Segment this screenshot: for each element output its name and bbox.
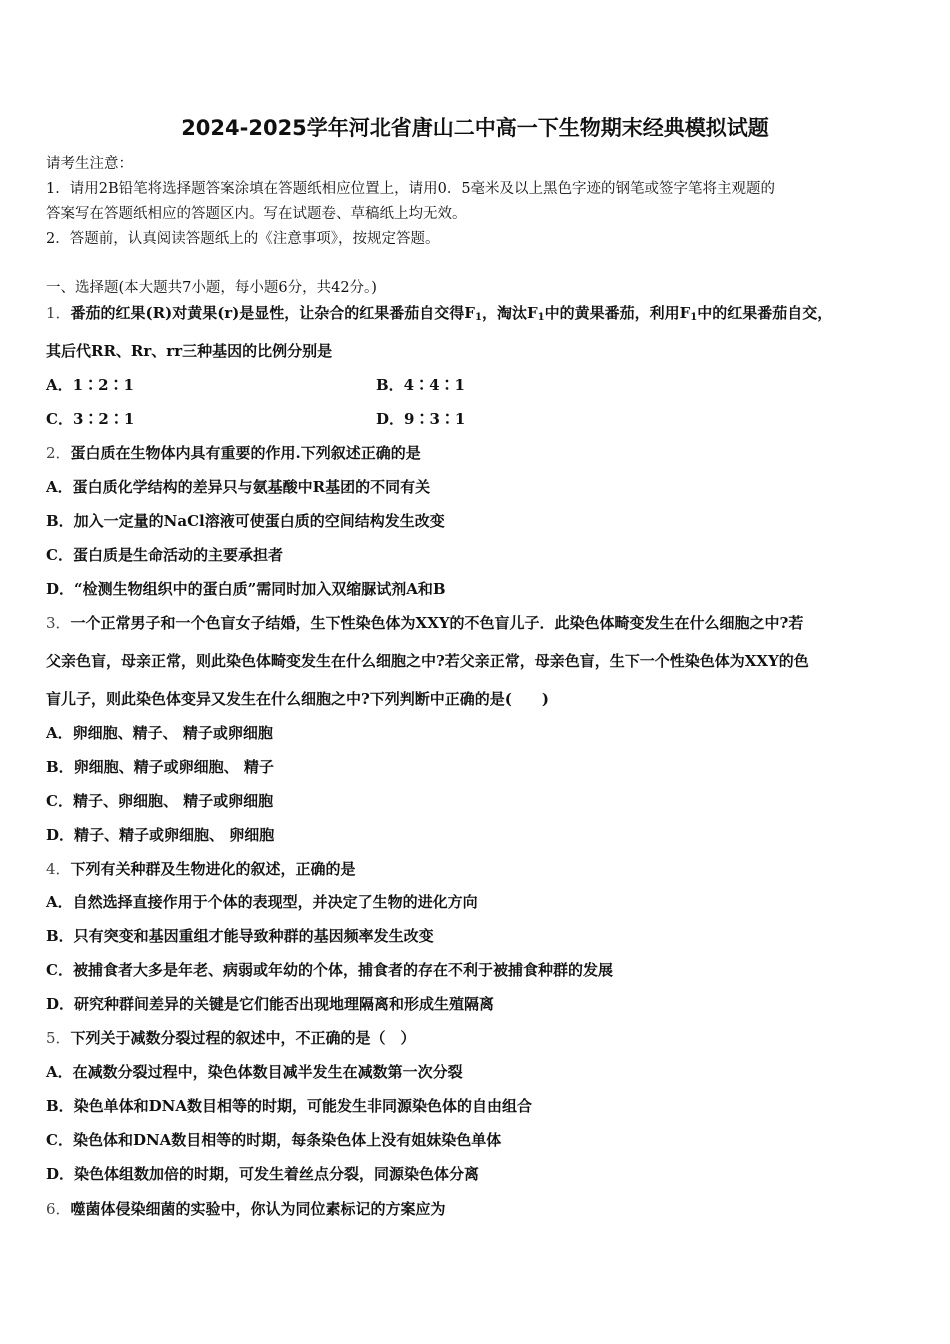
option-2b: B．加入一定量的NaCl溶液可使蛋白质的空间结构发生改变 — [46, 512, 445, 530]
question-3-line-1 — [46, 612, 803, 633]
subscript: 1 — [474, 312, 482, 323]
option-4b: B．只有突变和基因重组才能导致种群的基因频率发生改变 — [46, 927, 434, 945]
option-1d: D．9∶3∶1 — [376, 410, 466, 428]
question-3-line-3: 盲儿子，则此染色体变异又发生在什么细胞之中?下列判断中正确的是( ) — [46, 690, 549, 708]
subscript: 1 — [690, 312, 698, 323]
question-6 — [46, 1198, 446, 1219]
option-1a: A．1∶2∶1 — [46, 376, 134, 394]
question-5 — [46, 1027, 416, 1048]
option-3d: D．精子、精子或卵细胞、 卵细胞 — [46, 826, 275, 844]
option-3b: B．卵细胞、精子或卵细胞、 精子 — [46, 758, 274, 776]
option-5d: D．染色体组数加倍的时期，可发生着丝点分裂，同源染色体分离 — [46, 1165, 480, 1183]
option-1c: C．3∶2∶1 — [46, 410, 135, 428]
notice-heading: 请考生注意： — [46, 156, 133, 172]
question-number: 1． — [46, 304, 71, 322]
page-title: 2024-2025学年河北省唐山二中高一下生物期末经典模拟试题 — [181, 116, 769, 140]
question-number: 6． — [46, 1200, 71, 1218]
option-3c: C．精子、卵细胞、 精子或卵细胞 — [46, 792, 274, 810]
question-text: 一个正常男子和一个色盲女子结婚，生下性染色体为XXY的不色盲儿子．此染色体畸变发生在什么细胞之中?若 — [70, 614, 804, 632]
option-4a: A．自然选择直接作用于个体的表现型，并决定了生物的进化方向 — [46, 893, 478, 911]
notice-line-3: 2．答题前，认真阅读答题纸上的《注意事项》，按规定答题。 — [46, 231, 440, 247]
option-5b: B．染色单体和DNA数目相等的时期，可能发生非同源染色体的自由组合 — [46, 1097, 533, 1115]
option-2c: C．蛋白质是生命活动的主要承担者 — [46, 546, 283, 564]
question-number: 3． — [46, 614, 71, 632]
notice-line-1: 1．请用2B铅笔将选择题答案涂填在答题纸相应位置上，请用0．5毫米及以上黑色字迹的钢笔或签字笔将主观题的 — [46, 181, 776, 197]
question-text: 中的红果番茄自交， — [697, 304, 833, 322]
notice-line-2: 答案写在答题纸相应的答题区内。写在试题卷、草稿纸上均无效。 — [46, 206, 467, 222]
question-2 — [46, 442, 421, 463]
question-number: 4． — [46, 860, 71, 878]
question-text: 下列有关种群及生物进化的叙述，正确的是 — [70, 860, 356, 878]
option-2d: D．“检测生物组织中的蛋白质”需同时加入双缩脲试剂A和B — [46, 580, 446, 598]
question-number: 2． — [46, 444, 71, 462]
question-number: 5． — [46, 1029, 71, 1047]
question-text: 蛋白质在生物体内具有重要的作用.下列叙述正确的是 — [70, 444, 421, 462]
question-1-line-1 — [46, 302, 832, 323]
section-heading: 一、选择题(本大题共7小题，每小题6分，共42分。) — [46, 280, 377, 296]
question-1-line-2: 其后代RR、Rr、rr三种基因的比例分别是 — [46, 342, 333, 360]
question-4 — [46, 858, 356, 879]
question-text: 下列关于减数分裂过程的叙述中，不正确的是（ ） — [70, 1029, 416, 1047]
option-5c: C．染色体和DNA数目相等的时期，每条染色体上没有姐妹染色单体 — [46, 1131, 502, 1149]
option-5a: A．在减数分裂过程中，染色体数目减半发生在减数第一次分裂 — [46, 1063, 463, 1081]
question-text: 中的黄果番茄，利用F — [544, 304, 691, 322]
option-4c: C．被捕食者大多是年老、病弱或年幼的个体，捕食者的存在不利于被捕食种群的发展 — [46, 961, 613, 979]
subscript: 1 — [537, 312, 545, 323]
question-3-line-2: 父亲色盲，母亲正常，则此染色体畸变发生在什么细胞之中?若父亲正常，母亲色盲，生下一个性染色体为XXY的色 — [46, 652, 809, 670]
question-text: ，淘汰F — [481, 304, 538, 322]
option-3a: A．卵细胞、精子、 精子或卵细胞 — [46, 724, 273, 742]
option-2a: A．蛋白质化学结构的差异只与氨基酸中R基团的不同有关 — [46, 478, 431, 496]
option-4d: D．研究种群间差异的关键是它们能否出现地理隔离和形成生殖隔离 — [46, 995, 495, 1013]
question-text: 噬菌体侵染细菌的实验中，你认为同位素标记的方案应为 — [70, 1200, 446, 1218]
option-1b: B．4∶4∶1 — [376, 376, 465, 394]
question-text: 番茄的红果(R)对黄果(r)是显性，让杂合的红果番茄自交得F — [70, 304, 475, 322]
